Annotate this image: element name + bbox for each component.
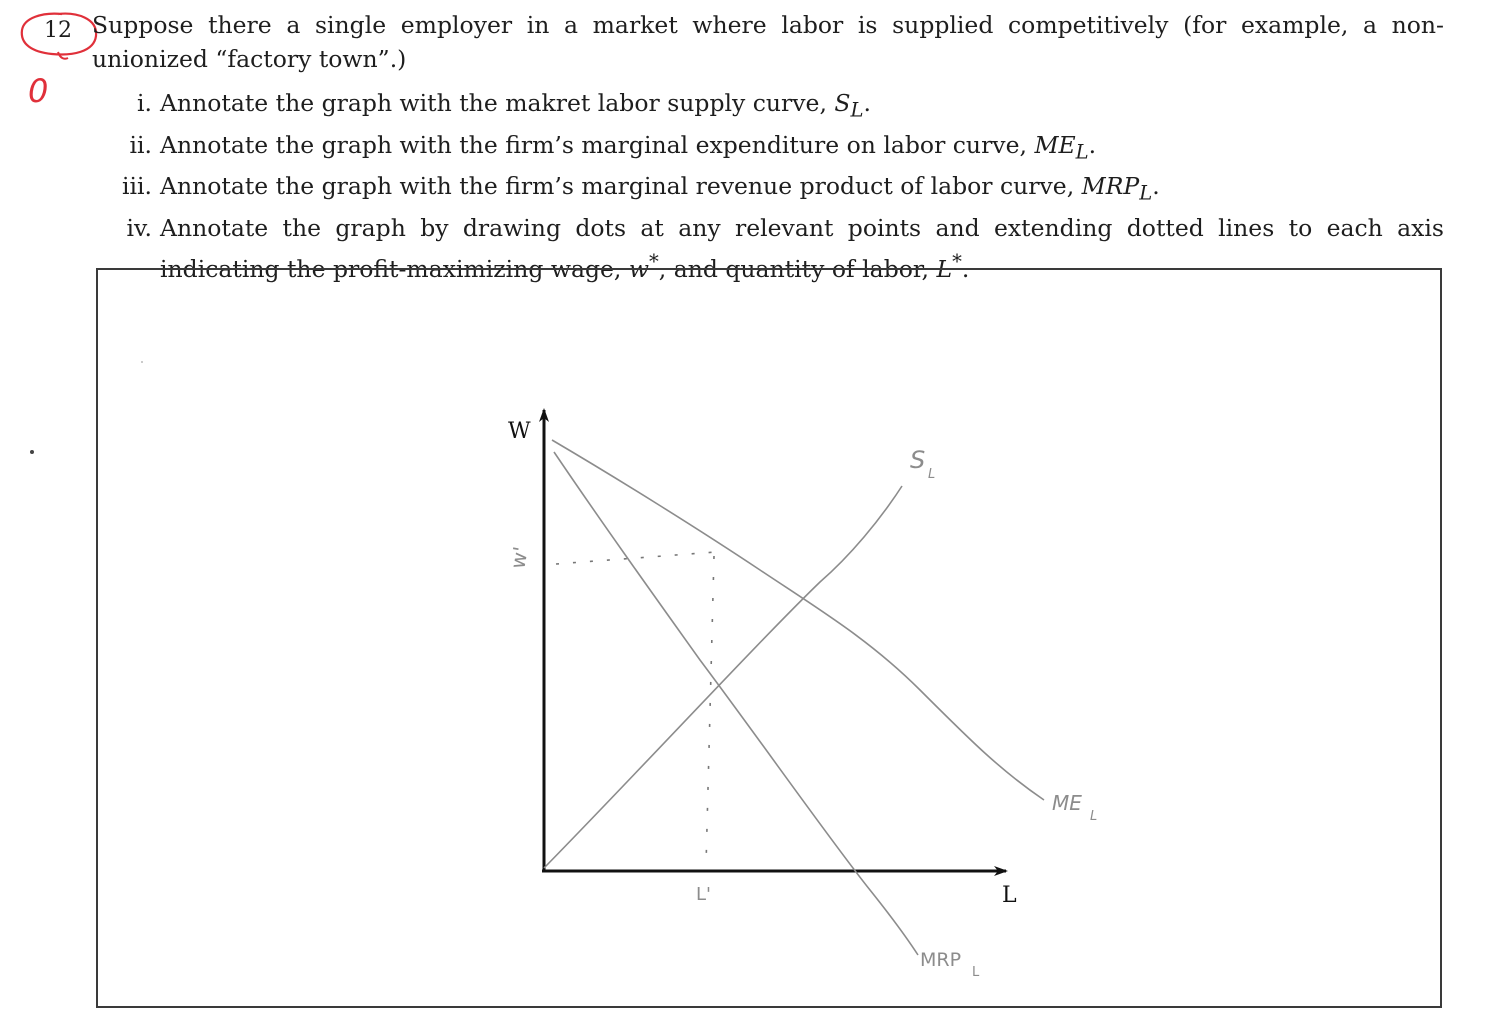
question-number: 12 [44,18,72,43]
mrp-label-sub: L [972,965,980,980]
mrp-curve [554,452,918,955]
math-superscript: * [648,250,659,274]
supply-label [910,446,935,482]
math-superscript: * [952,250,962,274]
supply-label-sub: L [928,467,936,482]
math-subscript: L [1139,182,1153,206]
wage-dotted-line [556,552,716,564]
item-body: , and quantity of labor, [658,254,937,283]
pencil-speck [141,361,143,363]
item-body: Annotate the graph with the firm’s marginal expenditure on labor curve, [160,130,1035,159]
math-subscript: L [1075,140,1089,164]
y-axis-label: W [508,419,531,444]
mrp-label-text: MRP [920,949,962,971]
math-symbol: w [628,254,649,283]
item-end: . [863,89,872,117]
x-axis-label: L [1002,883,1017,908]
item-end: . [1088,130,1097,159]
item-number: ii. [129,130,152,159]
math-symbol: L [936,254,953,283]
mrp-label [920,949,980,980]
supply-label-text: S [910,446,926,474]
item-body: Annotate the graph with the firm’s marginal revenue product of labor curve, [160,172,1082,201]
math-subscript: L [850,98,864,122]
item-number: iv. [126,214,152,243]
math-symbol: S [834,89,851,117]
math-symbol: MRP [1081,172,1140,201]
score-mark: 0 [28,72,49,110]
item-body: Annotate the graph with the makret labor supply curve, [160,89,835,117]
item-number: iii. [121,172,152,201]
item-end: . [1152,172,1160,201]
marginal-expenditure-curve [552,440,1044,800]
labor-mark-label: L' [696,884,711,905]
question-text: Suppose there a single employer in a market where labor is supplied competitively (for example, a non-unionized “factory town”.) [92,11,1444,73]
labor-dotted-line [706,556,714,866]
math-symbol: ME [1034,130,1076,159]
item-body: Annotate the graph by drawing dots at any relevant points and extending dotted lines to each axis indicating the profit-maximizing wage, [160,214,1444,283]
supply-curve [544,486,902,868]
me-label [1052,791,1097,824]
wage-mark-label: w' [505,544,533,571]
item-end: . [961,254,970,283]
item-number: i. [137,89,152,117]
me-label-text: ME [1052,791,1082,815]
pencil-speck [30,450,34,454]
me-label-sub: L [1090,809,1098,824]
